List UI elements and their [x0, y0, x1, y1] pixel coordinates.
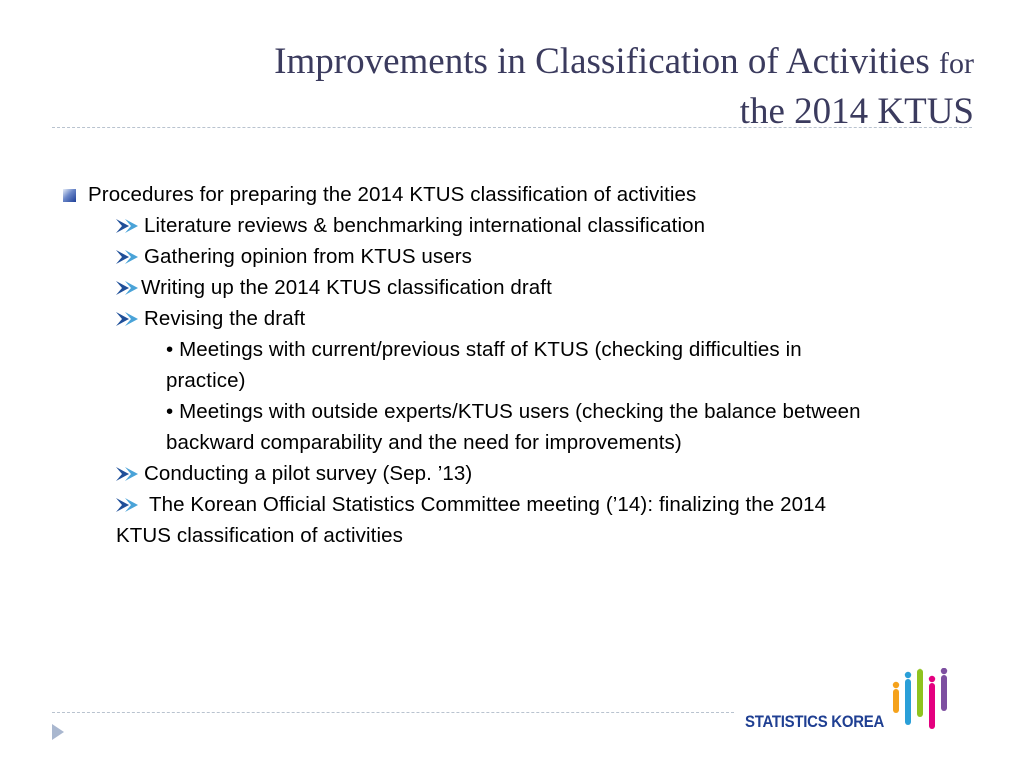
logo-bar-dot: [893, 682, 899, 688]
arrow-bullet-icon: [116, 218, 140, 234]
bullet-text: Procedures for preparing the 2014 KTUS classification of activities: [88, 183, 697, 206]
logo-bar-dot: [929, 676, 935, 682]
logo-text: STATISTICS KOREA: [745, 712, 885, 731]
logo-bar-dot: [905, 672, 911, 678]
title-for: for: [939, 47, 974, 80]
logo-bar-dot: [941, 668, 947, 674]
arrow-bullet-icon: [116, 280, 140, 296]
sub-bullet-text: Gathering opinion from KTUS users: [144, 245, 473, 268]
sub-bullet-text: Revising the draft: [144, 307, 306, 330]
arrow-bullet-icon: [116, 466, 140, 482]
detail-item-line: practice): [166, 369, 246, 392]
sub-bullet-item: [116, 211, 705, 241]
sub-bullet-text: Literature reviews & benchmarking international classification: [144, 214, 706, 237]
sub-bullet-item: [116, 459, 472, 489]
sub-bullet-text: Writing up the 2014 KTUS classification draft: [141, 276, 552, 299]
sub-bullet-item: [116, 304, 305, 334]
sub-bullet-item: [116, 490, 826, 520]
sub-bullet-continuation: KTUS classification of activities: [116, 524, 403, 547]
sub-bullet-text: The Korean Official Statistics Committee meeting (’14): finalizing the 2014: [149, 493, 827, 516]
title-divider: [52, 127, 972, 128]
title-line2: the 2014 KTUS: [739, 91, 974, 132]
slide-nav-triangle-icon[interactable]: [52, 724, 64, 740]
slide-title: [44, 38, 974, 136]
detail-item-line: backward comparability and the need for improvements): [166, 431, 682, 454]
logo-bars-icon: [890, 668, 970, 732]
statistics-korea-logo: [745, 668, 975, 748]
arrow-bullet-icon: [116, 497, 140, 513]
detail-item-line: • Meetings with outside experts/KTUS users (checking the balance between: [166, 400, 861, 423]
title-main: Improvements in Classification of Activities: [274, 41, 930, 82]
footer-divider: [52, 712, 734, 713]
sub-bullet-item: [116, 273, 552, 303]
arrow-bullet-icon: [116, 249, 140, 265]
detail-item-line: • Meetings with current/previous staff of KTUS (checking difficulties in: [166, 338, 802, 361]
arrow-bullet-icon: [116, 311, 140, 327]
sub-bullet-item: [116, 242, 472, 272]
sub-bullet-text: Conducting a pilot survey (Sep. ’13): [144, 462, 473, 485]
square-bullet-icon: [63, 189, 76, 202]
